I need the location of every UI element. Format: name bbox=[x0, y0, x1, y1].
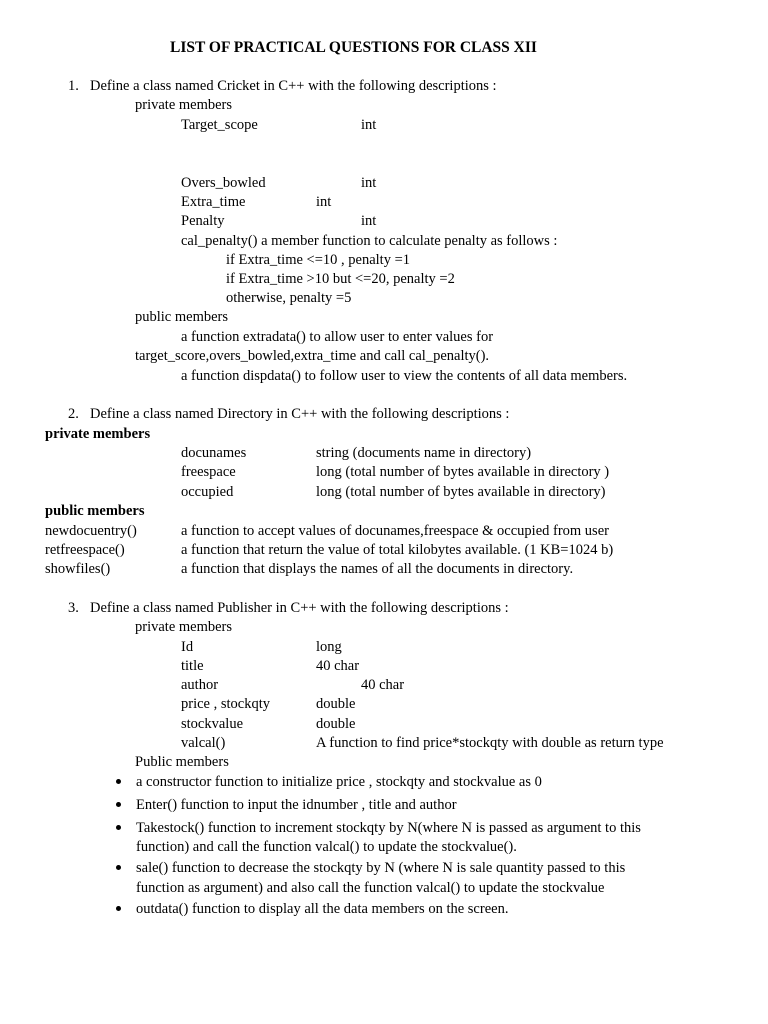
question-number: 1. bbox=[68, 78, 79, 94]
public-members-label: public members bbox=[135, 309, 229, 325]
bullet-text: sale() function to decrease the stockqty by N (where N is sale quantity passed to this bbox=[136, 860, 626, 876]
bullet-text: a constructor function to initialize price , stockqty and stockvalue as 0 bbox=[136, 774, 542, 790]
bullet-text: outdata() function to display all the data members on the screen. bbox=[136, 901, 509, 917]
field-type: int bbox=[361, 213, 377, 229]
question-number: 2. bbox=[68, 406, 79, 422]
question-intro: Define a class named Publisher in C++ with the following descriptions : bbox=[90, 600, 509, 616]
function-desc: a function to accept values of docunames,freespace & occupied from user bbox=[181, 523, 609, 539]
field-type: int bbox=[361, 117, 377, 133]
penalty-rule: if Extra_time <=10 , penalty =1 bbox=[226, 252, 410, 268]
dispdata-text: a function dispdata() to follow user to view the contents of all data members. bbox=[181, 368, 628, 384]
field-type: int bbox=[316, 194, 332, 210]
field-type: A function to find price*stockqty with double as return type bbox=[316, 735, 664, 751]
page-title: LIST OF PRACTICAL QUESTIONS FOR CLASS XII bbox=[170, 39, 537, 56]
field-name: valcal() bbox=[181, 735, 226, 751]
function-desc: a function that return the value of total kilobytes available. (1 KB=1024 b) bbox=[181, 542, 614, 558]
field-type: double bbox=[316, 696, 356, 712]
field-name: stockvalue bbox=[181, 716, 244, 732]
bullet-text: function) and call the function valcal() to update the stockvalue(). bbox=[136, 839, 517, 855]
bullet-text: Enter() function to input the idnumber , title and author bbox=[136, 797, 457, 813]
bullet-text: Takestock() function to increment stockqty by N(where N is passed as argument to this bbox=[136, 820, 641, 836]
bullet-icon bbox=[116, 825, 121, 830]
cal-penalty-text: cal_penalty() a member function to calculate penalty as follows : bbox=[181, 233, 558, 249]
field-type: long bbox=[316, 639, 342, 655]
field-desc: long (total number of bytes available in directory ) bbox=[316, 464, 610, 480]
public-members-label: public members bbox=[45, 503, 145, 519]
field-name: Id bbox=[181, 639, 194, 655]
bullet-icon bbox=[116, 906, 121, 911]
field-type: double bbox=[316, 716, 356, 732]
private-members-label: private members bbox=[135, 619, 233, 635]
field-name: Target_scope bbox=[181, 117, 258, 133]
field-name: author bbox=[181, 677, 219, 693]
field-name: Extra_time bbox=[181, 194, 246, 210]
field-name: freespace bbox=[181, 464, 236, 480]
field-name: Overs_bowled bbox=[181, 175, 266, 191]
question-intro: Define a class named Cricket in C++ with the following descriptions : bbox=[90, 78, 497, 94]
function-name: showfiles() bbox=[45, 561, 111, 577]
bullet-icon bbox=[116, 802, 121, 807]
bullet-text: function as argument) and also call the function valcal() to update the stockvalue bbox=[136, 880, 605, 896]
function-name: retfreespace() bbox=[45, 542, 125, 558]
function-desc: a function that displays the names of all the documents in directory. bbox=[181, 561, 574, 577]
public-members-label: Public members bbox=[135, 754, 229, 770]
field-type: int bbox=[361, 175, 377, 191]
field-name: Penalty bbox=[181, 213, 225, 229]
extradata-text: target_score,overs_bowled,extra_time and call cal_penalty(). bbox=[135, 348, 490, 364]
penalty-rule: if Extra_time >10 but <=20, penalty =2 bbox=[226, 271, 455, 287]
bullet-icon bbox=[116, 779, 121, 784]
field-name: docunames bbox=[181, 445, 247, 461]
field-name: title bbox=[181, 658, 204, 674]
field-type: 40 char bbox=[361, 677, 405, 693]
field-name: price , stockqty bbox=[181, 696, 270, 712]
bullet-icon bbox=[116, 865, 121, 870]
question-intro: Define a class named Directory in C++ with the following descriptions : bbox=[90, 406, 510, 422]
penalty-rule: otherwise, penalty =5 bbox=[226, 290, 352, 306]
private-members-label: private members bbox=[135, 97, 233, 113]
extradata-text: a function extradata() to allow user to enter values for bbox=[181, 329, 494, 345]
field-type: 40 char bbox=[316, 658, 360, 674]
question-number: 3. bbox=[68, 600, 79, 616]
field-desc: string (documents name in directory) bbox=[316, 445, 532, 461]
field-name: occupied bbox=[181, 484, 234, 500]
field-desc: long (total number of bytes available in directory) bbox=[316, 484, 606, 500]
function-name: newdocuentry() bbox=[45, 523, 137, 539]
private-members-label: private members bbox=[45, 426, 151, 442]
